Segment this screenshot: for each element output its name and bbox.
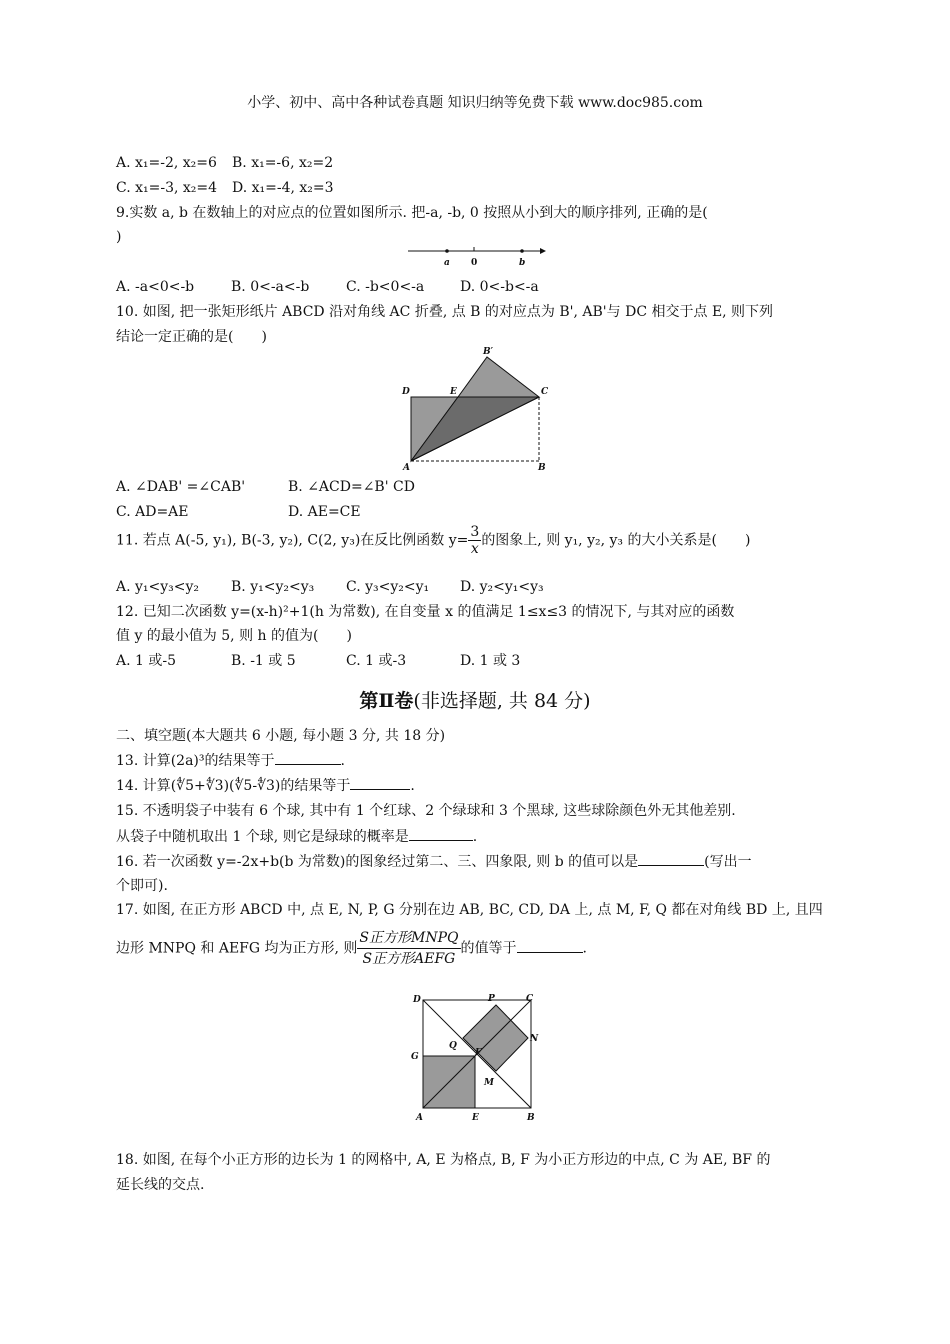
q16-text: 16. 若一次函数 y=-2x+b(b 为常数)的图象经过第二、三、四象限, 则 b 的值可以是 (116, 854, 639, 870)
label-m: M (484, 1078, 494, 1088)
q8-option-d[interactable]: D. x₁=-4, x₂=3 (232, 180, 334, 196)
label-b: B (538, 463, 546, 473)
q12-option-a[interactable]: A. 1 或-5 (116, 653, 177, 669)
q10-options-row1 (116, 477, 415, 497)
q11-options (116, 577, 544, 597)
q9-option-a[interactable]: A. -a<0<-b (116, 279, 195, 295)
q10-option-c[interactable]: C. AD=AE (116, 504, 189, 520)
q17-period: . (582, 940, 587, 957)
point-b (520, 249, 524, 253)
q17-text-post: 的值等于 (460, 940, 517, 957)
q14-answer-blank[interactable] (350, 775, 410, 790)
label-d: D (402, 387, 410, 397)
q11-denominator: x (470, 541, 479, 557)
q17-line2 (116, 928, 587, 969)
q17-numerator: S正方形MNPQ (357, 928, 460, 949)
q9-option-d[interactable]: D. 0<-b<-a (460, 279, 539, 295)
q12-stem-cont: 值 y 的最小值为 5, 则 h 的值为( ) (116, 628, 352, 644)
q15-text: 从袋子中随机取出 1 个球, 则它是绿球的概率是 (116, 829, 409, 845)
q15-line2 (116, 826, 477, 847)
label-e: E (450, 387, 457, 397)
q11-option-c[interactable]: C. y₃<y₂<y₁ (346, 579, 430, 595)
label-n: N (530, 1034, 539, 1044)
q12-stem: 12. 已知二次函数 y=(x-h)²+1(h 为常数), 在自变量 x 的值满足 1≤x≤3 的情况下, 与其对应的函数 (116, 604, 735, 620)
q14-text: 14. 计算(∜5+∜3)(∜5-∜3)的结果等于 (116, 778, 351, 794)
q15-line1: 15. 不透明袋子中装有 6 个球, 其中有 1 个红球、2 个绿球和 3 个黑球, 这些球除颜色外无其他差别. (116, 803, 736, 819)
q8-option-a[interactable]: A. x₁=-2, x₂=6 (116, 155, 217, 171)
q9-option-c[interactable]: C. -b<0<-a (346, 279, 425, 295)
q16-text-end: (写出一 (704, 854, 752, 870)
q18-line1: 18. 如图, 在每个小正方形的边长为 1 的网格中, A, E 为格点, B, F 为小正方形边的中点, C 为 AE, BF 的 (116, 1152, 771, 1168)
q8-options-row2 (116, 178, 334, 198)
label-a: A (403, 463, 410, 473)
label-c: C (541, 387, 549, 397)
q12-option-d[interactable]: D. 1 或 3 (460, 653, 521, 669)
label-q: Q (449, 1041, 457, 1051)
q11-fraction (468, 524, 481, 557)
q16-line1 (116, 851, 752, 872)
page-header: 小学、初中、高中各种试卷真题 知识归纳等免费下载 www.doc985.com (247, 95, 703, 111)
q9-stem: 9.实数 a, b 在数轴上的对应点的位置如图所示. 把-a, -b, 0 按照从小到大的顺序排列, 正确的是( (116, 205, 708, 221)
q11-option-a[interactable]: A. y₁<y₃<y₂ (116, 579, 200, 595)
q11-stem (116, 524, 750, 557)
label-p: P (488, 994, 495, 1004)
q13 (116, 750, 345, 771)
label-b: B (527, 1113, 535, 1123)
number-line-figure (400, 244, 550, 268)
label-f: F (475, 1048, 482, 1058)
q13-text: 13. 计算(2a)³的结果等于 (116, 753, 275, 769)
point-a (445, 249, 449, 253)
q14 (116, 775, 415, 796)
q13-answer-blank[interactable] (275, 750, 341, 765)
label-g: G (411, 1052, 419, 1062)
q17-text: 边形 MNPQ 和 AEFG 均为正方形, 则 (116, 940, 358, 957)
q17-line1: 17. 如图, 在正方形 ABCD 中, 点 E, N, P, G 分别在边 AB, BC, CD, DA 上, 点 M, F, Q 都在对角线 BD 上, 且四 (116, 902, 823, 918)
part2-heading: 二、填空题(本大题共 6 小题, 每小题 3 分, 共 18 分) (116, 728, 446, 744)
q10-option-d[interactable]: D. AE=CE (288, 504, 361, 520)
q16-answer-blank[interactable] (638, 851, 704, 866)
section-title-bold: 第Ⅱ卷 (359, 690, 414, 712)
q9-stem-cont: ) (116, 229, 122, 245)
q11-numerator: 3 (470, 524, 480, 540)
label-b-prime: B′ (483, 347, 493, 357)
q11-stem-pre: 11. 若点 A(-5, y₁), B(-3, y₂), C(2, y₃)在反比例函数 y= (116, 532, 469, 549)
q10-stem: 10. 如图, 把一张矩形纸片 ABCD 沿对角线 AC 折叠, 点 B 的对应点为 B', AB'与 DC 相交于点 E, 则下列 (116, 304, 774, 320)
label-a: a (444, 258, 450, 268)
q11-option-b[interactable]: B. y₁<y₂<y₃ (231, 579, 315, 595)
q10-option-b[interactable]: B. ∠ACD=∠B' CD (288, 479, 415, 495)
square-figure (400, 990, 550, 1122)
q16-line2: 个即可). (116, 878, 168, 894)
q13-period: . (340, 753, 345, 769)
q12-options (116, 651, 520, 671)
q8-option-c[interactable]: C. x₁=-3, x₂=4 (116, 180, 218, 196)
q11-stem-post: 的图象上, 则 y₁, y₂, y₃ 的大小关系是( ) (481, 532, 751, 549)
q17-fraction (357, 928, 460, 969)
label-zero: 0 (471, 258, 478, 268)
q9-options (116, 277, 539, 297)
number-line-arrow (540, 248, 546, 254)
q18-line2: 延长线的交点. (116, 1177, 205, 1193)
section-title (0, 686, 950, 713)
q14-period: . (410, 778, 415, 794)
label-d: D (413, 995, 421, 1005)
q10-option-a[interactable]: A. ∠DAB' =∠CAB' (116, 479, 246, 495)
q17-denominator: S正方形AEFG (362, 951, 456, 967)
q17-answer-blank[interactable] (517, 938, 583, 953)
label-c: C (526, 994, 534, 1004)
q9-option-b[interactable]: B. 0<-a<-b (231, 279, 310, 295)
triangle-eb'c (458, 357, 539, 397)
fold-rectangle-figure (400, 344, 560, 474)
label-b: b (519, 258, 526, 268)
q12-option-b[interactable]: B. -1 或 5 (231, 653, 296, 669)
q11-option-d[interactable]: D. y₂<y₁<y₃ (460, 579, 544, 595)
section-title-rest: (非选择题, 共 84 分) (413, 690, 591, 712)
label-e: E (472, 1113, 479, 1123)
q15-period: . (472, 829, 478, 845)
q15-answer-blank[interactable] (409, 826, 473, 841)
q8-option-b[interactable]: B. x₁=-6, x₂=2 (232, 155, 334, 171)
q10-stem-cont: 结论一定正确的是( ) (116, 329, 267, 345)
q8-options-row1 (116, 153, 333, 173)
q10-options-row2 (116, 502, 361, 522)
label-a: A (416, 1113, 423, 1123)
q12-option-c[interactable]: C. 1 或-3 (346, 653, 407, 669)
